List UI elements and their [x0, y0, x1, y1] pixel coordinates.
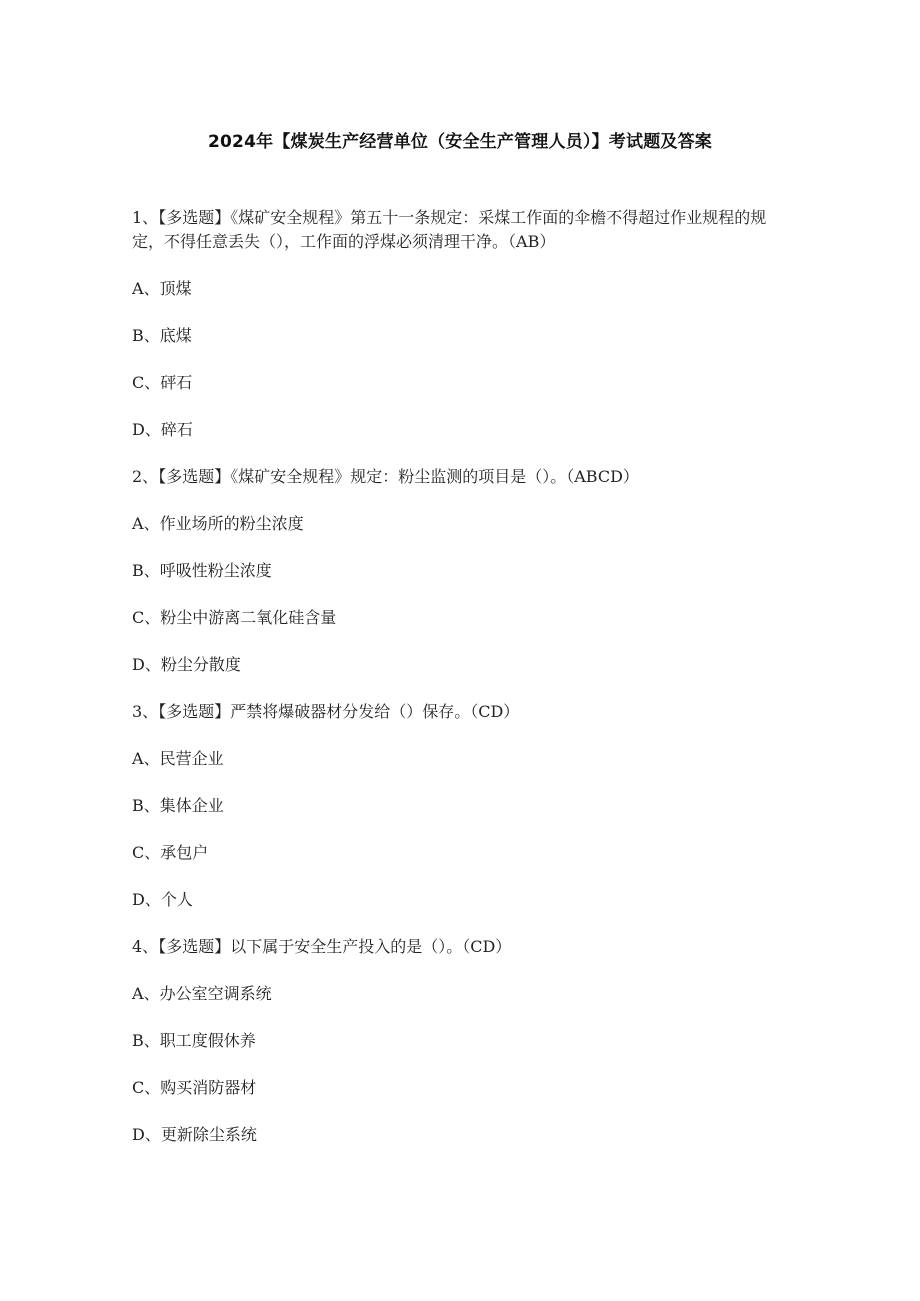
- question-number: 4、: [132, 937, 159, 956]
- option-b: [132, 324, 792, 348]
- question-answer: （AB）: [508, 232, 556, 251]
- question-type: 【多选题】: [158, 467, 231, 486]
- option-a: [132, 982, 792, 1006]
- option-separator: 、: [144, 420, 161, 439]
- question-answer: （CD）: [470, 702, 520, 721]
- option-separator: 、: [143, 326, 160, 345]
- option-separator: 、: [144, 1125, 161, 1144]
- question-type: 【多选题】: [158, 702, 231, 721]
- option-text: 个人: [160, 890, 193, 909]
- question-type: 【多选题】: [158, 208, 231, 227]
- option-b: [132, 794, 792, 818]
- question-text: [132, 700, 792, 724]
- option-separator: 、: [143, 561, 160, 580]
- option-separator: 、: [143, 514, 160, 533]
- option-text: 集体企业: [159, 796, 224, 815]
- option-a: [132, 512, 792, 536]
- question-number: 2、: [132, 467, 159, 486]
- question-body: 《煤矿安全规程》第五十一条规定：采煤工作面的伞檐不得超过作业规程的规定，不得任意丢失（），工作面的浮煤必须清理干净。: [132, 208, 767, 251]
- option-text: 呼吸性粉尘浓度: [159, 561, 272, 580]
- option-letter: A: [132, 984, 144, 1003]
- option-letter: D: [132, 655, 145, 674]
- option-text: 作业场所的粉尘浓度: [159, 514, 304, 533]
- option-text: 购买消防器材: [160, 1078, 257, 1097]
- option-letter: C: [132, 373, 145, 392]
- option-text: 职工度假休养: [159, 1031, 256, 1050]
- option-c: [132, 841, 792, 865]
- option-letter: D: [132, 420, 145, 439]
- question-text: [132, 206, 792, 254]
- option-separator: 、: [144, 608, 161, 627]
- option-letter: B: [132, 326, 144, 345]
- option-separator: 、: [144, 890, 161, 909]
- option-letter: B: [132, 796, 144, 815]
- question-answer: （CD）: [462, 937, 512, 956]
- option-separator: 、: [144, 373, 161, 392]
- question-answer: （ABCD）: [566, 467, 639, 486]
- option-separator: 、: [144, 843, 161, 862]
- option-letter: B: [132, 1031, 144, 1050]
- question-text: [132, 465, 792, 489]
- option-c: [132, 371, 792, 395]
- option-separator: 、: [144, 655, 161, 674]
- option-separator: 、: [143, 984, 160, 1003]
- option-d: [132, 418, 792, 442]
- question-list: [132, 206, 792, 1170]
- option-d: [132, 653, 792, 677]
- question-body: 严禁将爆破器材分发给（）保存。: [230, 702, 471, 721]
- option-text: 民营企业: [159, 749, 224, 768]
- option-text: 碎石: [160, 420, 193, 439]
- option-a: [132, 747, 792, 771]
- option-text: 更新除尘系统: [160, 1125, 257, 1144]
- page-title: 2024年【煤炭生产经营单位（安全生产管理人员）】考试题及答案: [207, 132, 712, 152]
- option-letter: C: [132, 843, 145, 862]
- option-text: 粉尘分散度: [160, 655, 241, 674]
- option-text: 底煤: [159, 326, 192, 345]
- option-letter: A: [132, 514, 144, 533]
- question-type: 【多选题】: [158, 937, 231, 956]
- option-c: [132, 606, 792, 630]
- option-text: 砰石: [160, 373, 193, 392]
- question-body: 《煤矿安全规程》规定：粉尘监测的项目是（）。: [230, 467, 567, 486]
- option-text: 粉尘中游离二氧化硅含量: [160, 608, 337, 627]
- option-c: [132, 1076, 792, 1100]
- option-separator: 、: [143, 796, 160, 815]
- option-separator: 、: [143, 1031, 160, 1050]
- option-letter: A: [132, 279, 144, 298]
- option-letter: C: [132, 608, 145, 627]
- option-letter: D: [132, 890, 145, 909]
- option-d: [132, 1123, 792, 1147]
- question-number: 3、: [132, 702, 159, 721]
- question-number: 1、: [132, 208, 159, 227]
- option-d: [132, 888, 792, 912]
- option-text: 顶煤: [159, 279, 192, 298]
- question-body: 以下属于安全生产投入的是（）。: [230, 937, 463, 956]
- option-b: [132, 559, 792, 583]
- option-separator: 、: [143, 279, 160, 298]
- option-separator: 、: [144, 1078, 161, 1097]
- option-letter: B: [132, 561, 144, 580]
- option-a: [132, 277, 792, 301]
- option-separator: 、: [143, 749, 160, 768]
- option-text: 办公室空调系统: [159, 984, 272, 1003]
- question-text: [132, 935, 792, 959]
- option-text: 承包户: [160, 843, 209, 862]
- option-letter: D: [132, 1125, 145, 1144]
- option-b: [132, 1029, 792, 1053]
- option-letter: A: [132, 749, 144, 768]
- option-letter: C: [132, 1078, 145, 1097]
